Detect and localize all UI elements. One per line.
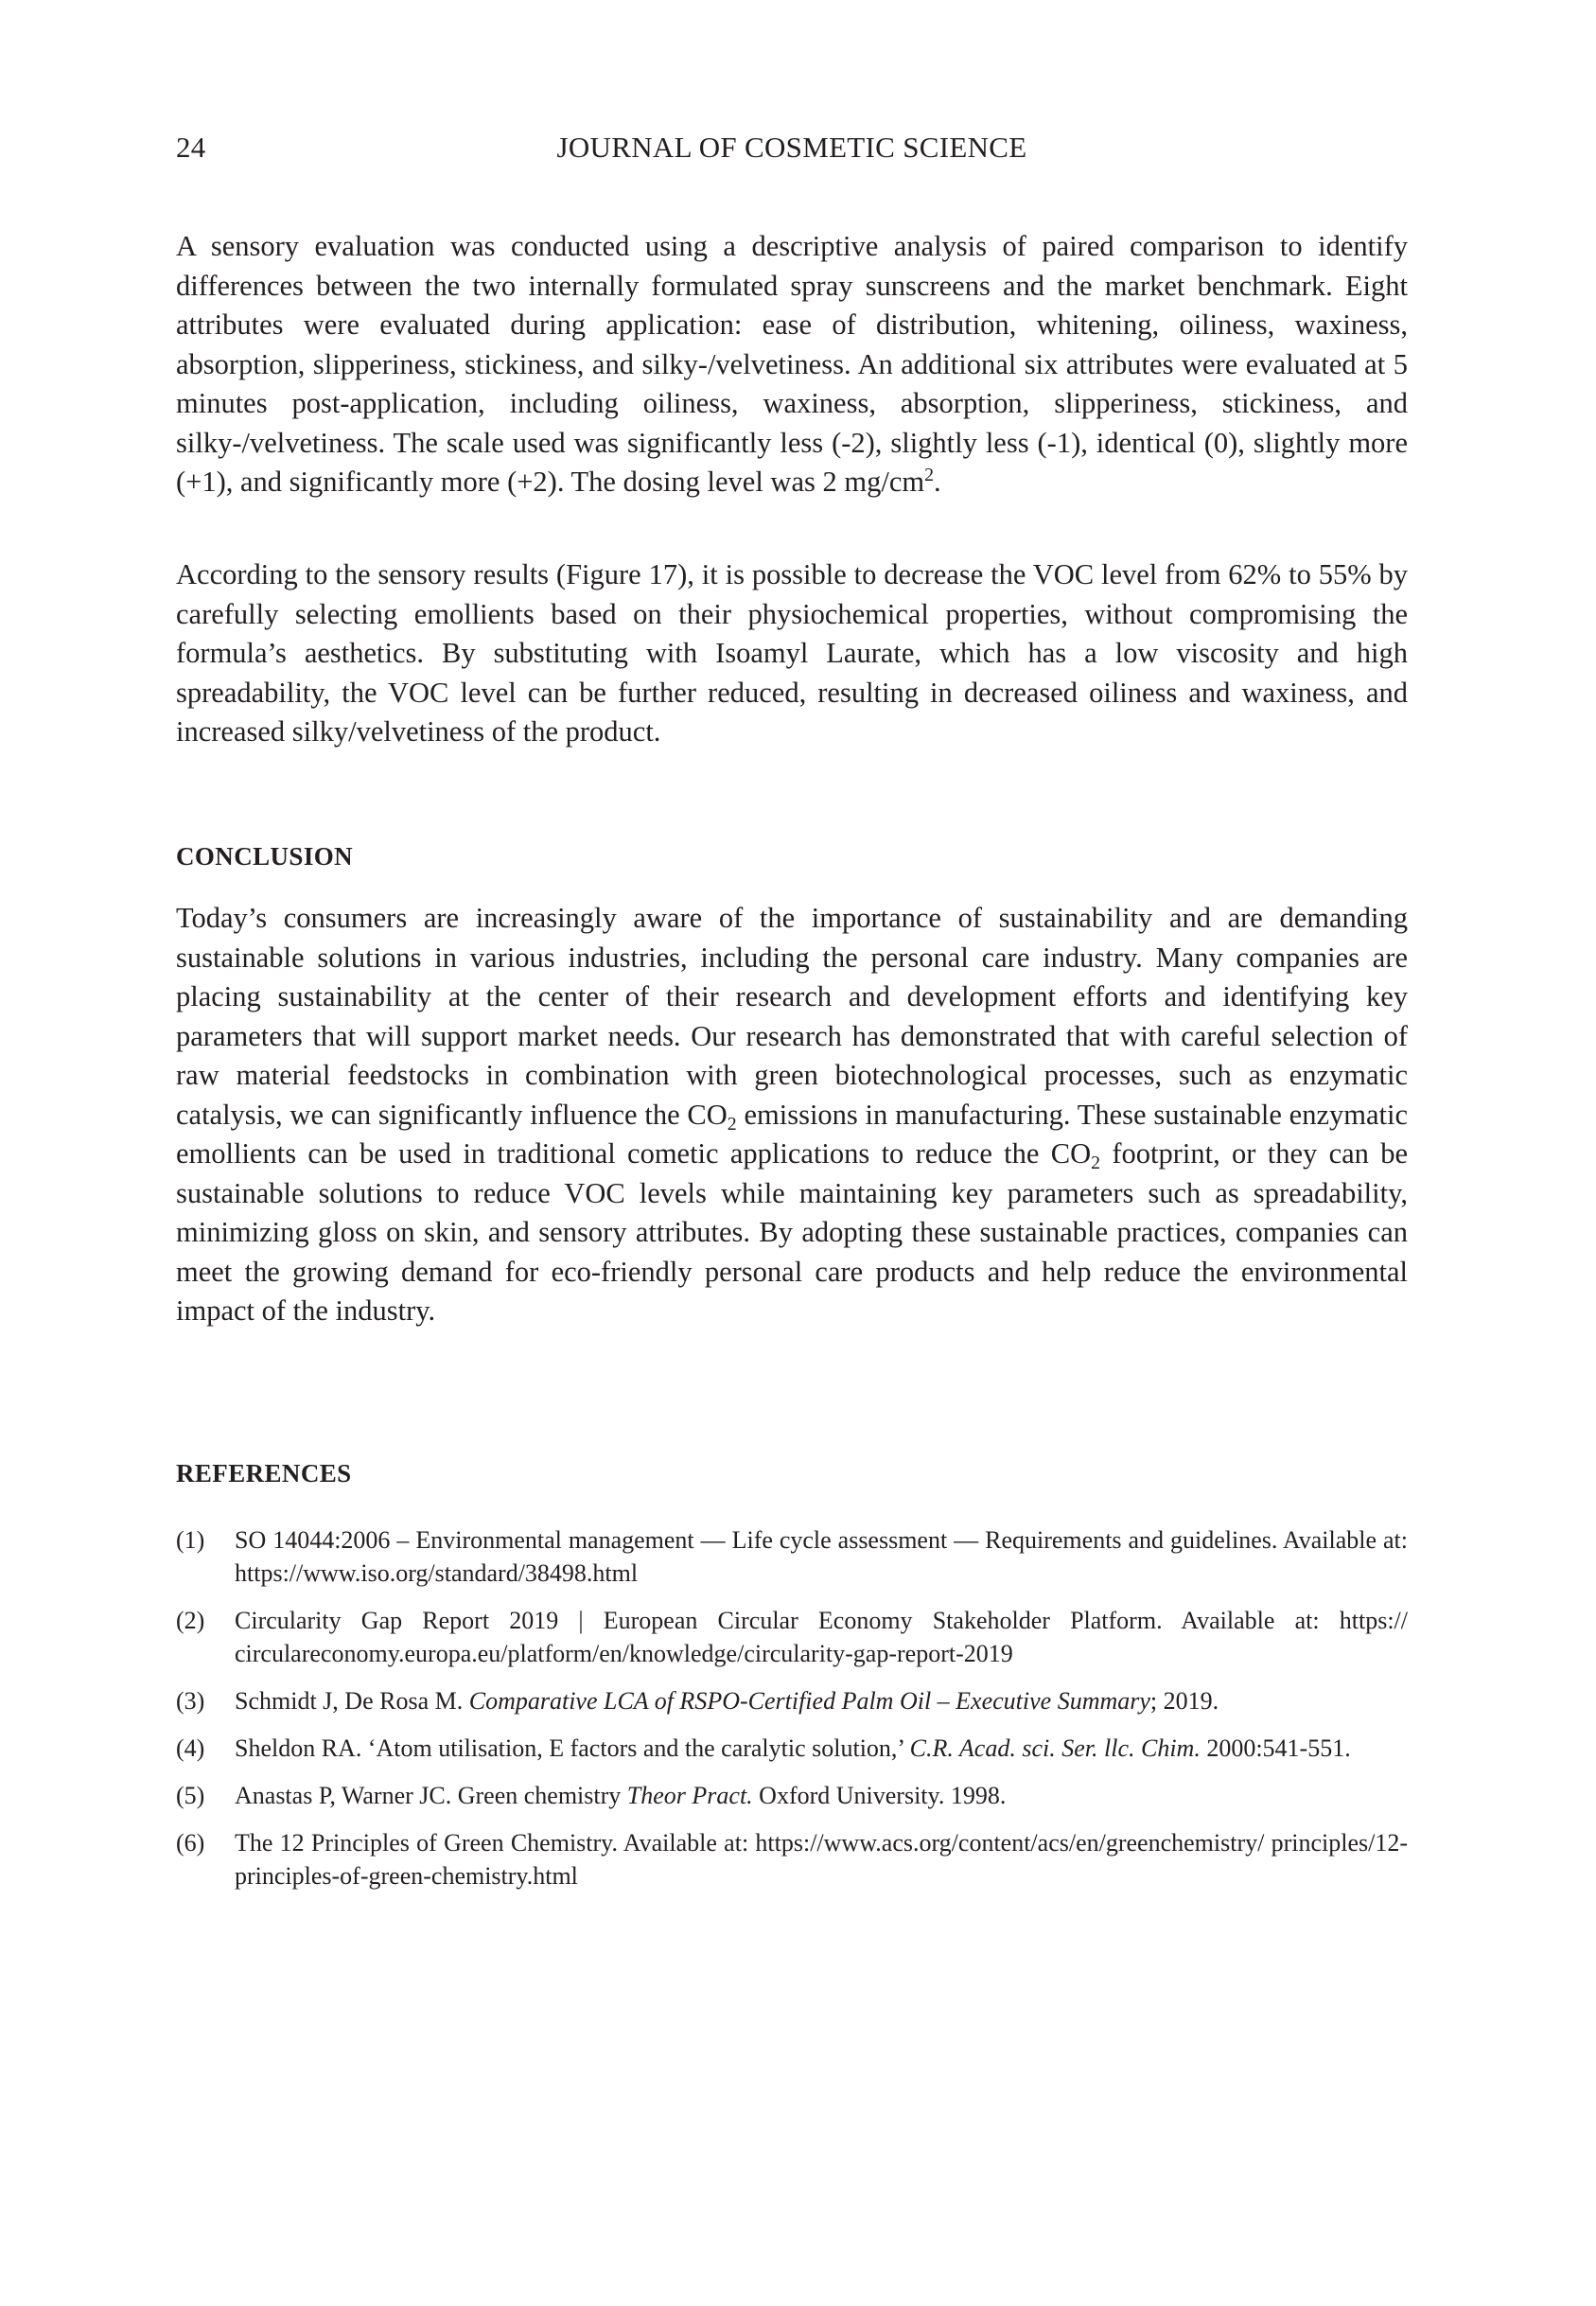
journal-title: JOURNAL OF COSMETIC SCIENCE bbox=[556, 131, 1027, 164]
reference-journal: C.R. Acad. sci. Ser. llc. Chim. bbox=[909, 1734, 1201, 1762]
reference-text: Circularity Gap Report 2019 | European Circular Economy Stakeholder Platform. Available at: https:// circulareconomy.europa.eu/platform/en/knowledge/circularity-gap-report-2019 bbox=[235, 1607, 1408, 1667]
reference-item-4 bbox=[176, 1732, 1408, 1765]
reference-number: (5) bbox=[176, 1782, 205, 1809]
reference-text: The 12 Principles of Green Chemistry. Available at: https://www.acs.org/content/acs/en/greenchemistry/ principles/12-principles-of-green-chemistry.html bbox=[235, 1829, 1408, 1890]
reference-text: Schmidt J, De Rosa M. bbox=[235, 1687, 469, 1715]
reference-item-3 bbox=[176, 1684, 1408, 1717]
conclusion-text-3: footprint, or they can be sustainable solutions to reduce VOC levels while maintaining key parameters such as spreadability, minimizing gloss on skin, and sensory attributes. By adopting these sustainable practices, companies can meet the growing demand for eco-friendly personal care products and help reduce the environmental impact of the industry. bbox=[176, 1137, 1408, 1327]
reference-number: (4) bbox=[176, 1734, 205, 1762]
reference-text: Sheldon RA. ‘Atom utilisation, E factors and the caralytic solution,’ bbox=[235, 1734, 910, 1762]
reference-number: (2) bbox=[176, 1607, 205, 1634]
sensory-method-text: A sensory evaluation was conducted using a descriptive analysis of paired comparison to identify differences between the two internally formulated spray sunscreens and the market benchmark. Eight attributes were evaluated during application: ease of distribution, whitening, oiliness, waxiness, absorption, slipperiness, stickiness, and silky-/velvetiness. An additional six attributes were evaluated at 5 minutes post-application, including oiliness, waxiness, absorption, slipperiness, stickiness, and silky-/velvetiness. The scale used was significantly less (-2), slightly less (-1), identical (0), slightly more (+1), and significantly more (+2). The dosing level was 2 mg/cm bbox=[176, 230, 1408, 498]
reference-list bbox=[176, 1523, 1408, 1907]
paragraph-sensory-method bbox=[176, 227, 1408, 502]
sensory-method-end: . bbox=[934, 466, 941, 498]
subscript-2: 2 bbox=[727, 1113, 737, 1135]
paragraph-conclusion bbox=[176, 899, 1408, 1331]
reference-item-6 bbox=[176, 1826, 1408, 1892]
superscript-2: 2 bbox=[924, 465, 934, 486]
reference-item-5 bbox=[176, 1779, 1408, 1812]
reference-number: (6) bbox=[176, 1829, 205, 1857]
subscript-2: 2 bbox=[1091, 1152, 1101, 1173]
references-heading: REFERENCES bbox=[176, 1459, 352, 1487]
reference-journal: Theor Pract. bbox=[626, 1782, 753, 1809]
reference-text: SO 14044:2006 – Environmental management — Life cycle assessment — Requirements and guidelines. Available at: https://www.iso.org/standard/38498.html bbox=[235, 1526, 1408, 1587]
conclusion-text-1: Today’s consumers are increasingly aware of the importance of sustainability and are demanding sustainable solutions in various industries, including the personal care industry. Many companies are placing sustainability at the center of their research and development efforts and identifying key parameters that will support market needs. Our research has demonstrated that with careful selection of raw material feedstocks in combination with green biotechnological processes, such as enzymatic catalysis, we can significantly influence the CO bbox=[176, 902, 1408, 1131]
reference-text-tail: ; 2019. bbox=[1149, 1687, 1219, 1715]
conclusion-heading: CONCLUSION bbox=[176, 842, 354, 871]
reference-number: (1) bbox=[176, 1526, 205, 1554]
reference-number: (3) bbox=[176, 1687, 205, 1715]
page-number: 24 bbox=[176, 131, 206, 164]
reference-text: Anastas P, Warner JC. Green chemistry bbox=[235, 1782, 627, 1809]
reference-item-1 bbox=[176, 1523, 1408, 1590]
reference-text-tail: 2000:541-551. bbox=[1200, 1734, 1351, 1762]
reference-text-tail: Oxford University. 1998. bbox=[752, 1782, 1007, 1809]
paragraph-sensory-results: According to the sensory results (Figure 17), it is possible to decrease the VOC level from 62% to 55% by carefully selecting emollients based on their physiochemical properties, without compromising the formula’s aesthetics. By substituting with Isoamyl Laurate, which has a low viscosity and high spreadability, the VOC level can be further reduced, resulting in decreased oiliness and waxiness, and increased silky/velvetiness of the product. bbox=[176, 558, 1408, 748]
reference-title: Comparative LCA of RSPO-Certified Palm Oil – Executive Summary bbox=[468, 1687, 1150, 1715]
conclusion-text-2: emissions in manufacturing. These sustainable enzymatic emollients can be used in traditional cometic applications to reduce the CO bbox=[176, 1098, 1408, 1170]
reference-item-2 bbox=[176, 1604, 1408, 1670]
running-header bbox=[176, 131, 1408, 168]
